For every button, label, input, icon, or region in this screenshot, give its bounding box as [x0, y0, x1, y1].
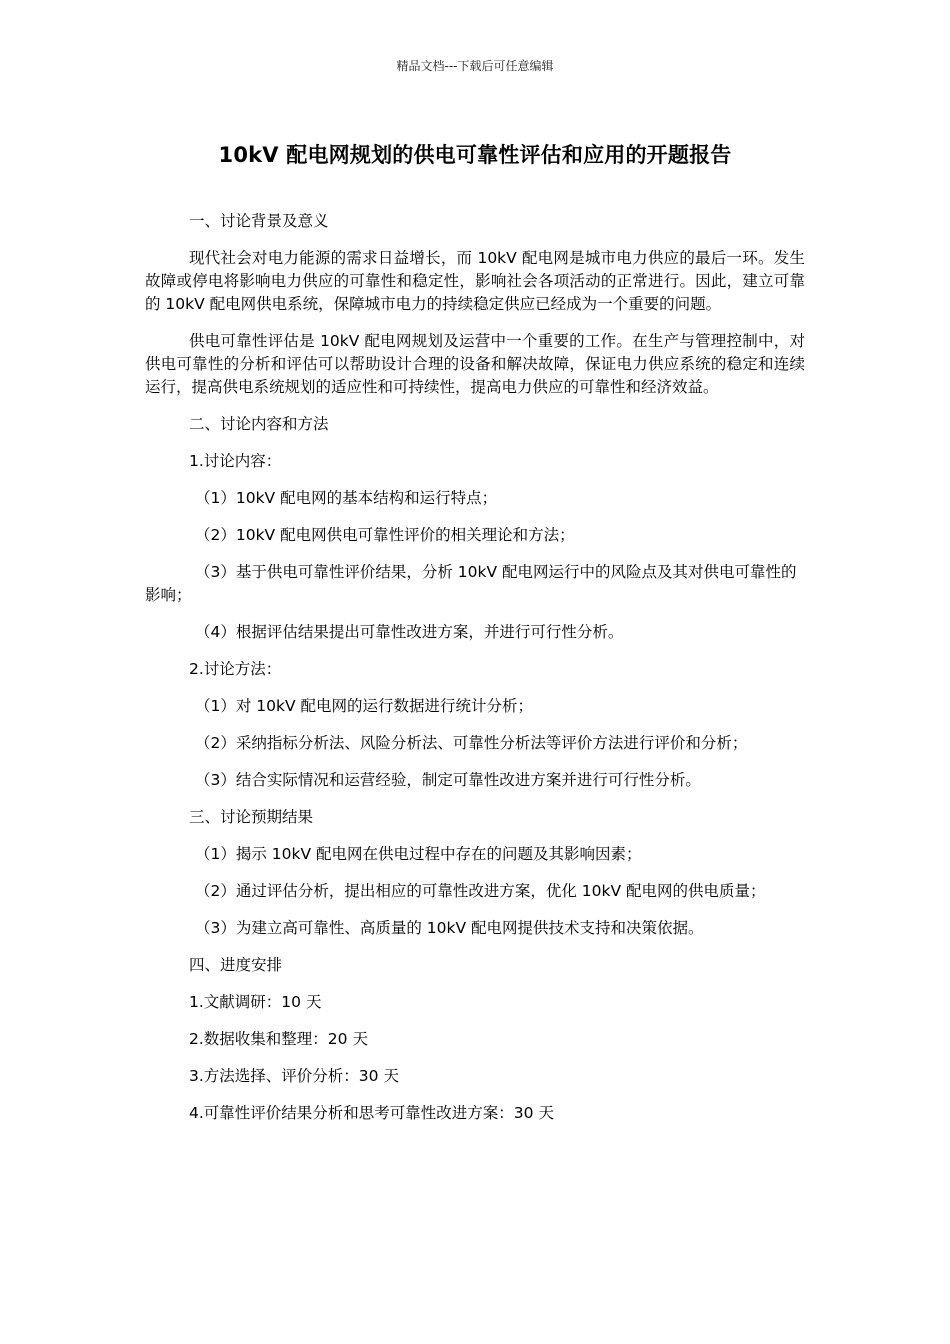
page-header-watermark: 精品文档---下载后可任意编辑	[396, 59, 554, 73]
schedule-item: 1.文献调研：10 天	[189, 993, 322, 1011]
section-heading-content-methods: 二、讨论内容和方法	[189, 415, 329, 433]
schedule-item: 4.可靠性评价结果分析和思考可靠性改进方案：30 天	[189, 1104, 554, 1122]
content-item: （1）10kV 配电网的基本结构和运行特点；	[195, 489, 498, 507]
content-label: 1.讨论内容：	[189, 452, 282, 470]
document-title: 10kV 配电网规划的供电可靠性评估和应用的开题报告	[218, 143, 732, 167]
method-item: （3）结合实际情况和运营经验，制定可靠性改进方案并进行可行性分析。	[195, 771, 701, 789]
result-item: （3）为建立高可靠性、高质量的 10kV 配电网提供技术支持和决策依据。	[195, 919, 704, 937]
method-item: （2）采纳指标分析法、风险分析法、可靠性分析法等评价方法进行评价和分析；	[195, 734, 748, 752]
content-item: （4）根据评估结果提出可靠性改进方案，并进行可行性分析。	[195, 623, 624, 641]
section-heading-expected-results: 三、讨论预期结果	[189, 808, 314, 826]
methods-label: 2.讨论方法：	[189, 660, 282, 678]
schedule-item: 3.方法选择、评价分析：30 天	[189, 1067, 399, 1085]
schedule-item: 2.数据收集和整理：20 天	[189, 1030, 368, 1048]
content-item: （3）基于供电可靠性评价结果，分析 10kV 配电网运行中的风险点及其对供电可靠性的影响；	[145, 563, 797, 604]
section-heading-background: 一、讨论背景及意义	[189, 212, 329, 230]
result-item: （2）通过评估分析，提出相应的可靠性改进方案，优化 10kV 配电网的供电质量；	[195, 882, 766, 900]
content-item: （2）10kV 配电网供电可靠性评价的相关理论和方法；	[195, 526, 575, 544]
section-heading-schedule: 四、进度安排	[189, 956, 283, 974]
result-item: （1）揭示 10kV 配电网在供电过程中存在的问题及其影响因素；	[195, 845, 642, 863]
document-body	[145, 210, 805, 1139]
background-paragraph-2: 供电可靠性评估是 10kV 配电网规划及运营中一个重要的工作。在生产与管理控制中，对供电可靠性的分析和评估可以帮助设计合理的设备和解决故障，保证电力供应系统的稳定和连续运行，提高供电系统规划的适应性和可持续性，提高电力供应的可靠性和经济效益。	[145, 332, 805, 396]
background-paragraph-1: 现代社会对电力能源的需求日益增长，而 10kV 配电网是城市电力供应的最后一环。发生故障或停电将影响电力供应的可靠性和稳定性，影响社会各项活动的正常进行。因此，建立可靠的 10kV 配电网供电系统，保障城市电力的持续稳定供应已经成为一个重要的问题。	[145, 249, 805, 313]
method-item: （1）对 10kV 配电网的运行数据进行统计分析；	[195, 697, 534, 715]
